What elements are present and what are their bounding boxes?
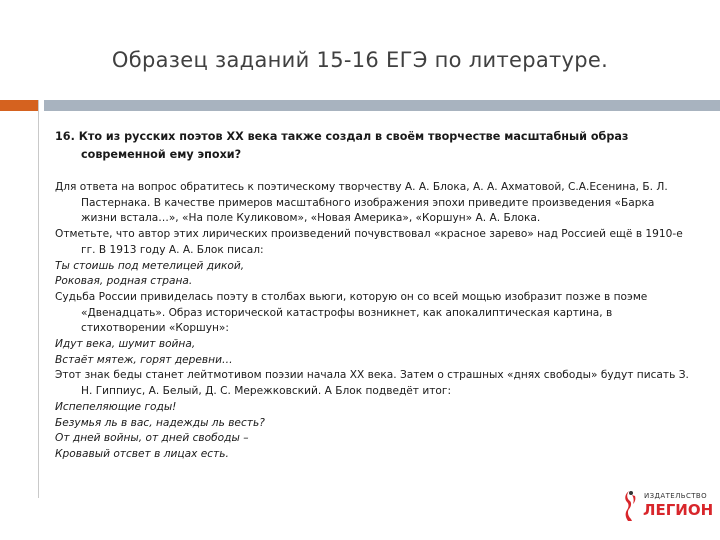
paragraph: Этот знак беды станет лейтмотивом поэзии начала XX века. Затем о страшных «днях свободы» будут писать З. Н. Гиппиус, А. Белый, Д. С. Мережковский. А Блок подведёт итог: bbox=[55, 369, 689, 398]
question-heading: 16. Кто из русских поэтов XX века также создал в своём творчестве масштабный образ современной ему эпохи? bbox=[55, 130, 629, 161]
publisher-logo bbox=[620, 487, 712, 525]
title-divider-bar bbox=[44, 100, 720, 111]
slide-content bbox=[55, 128, 690, 463]
title-accent-bar bbox=[0, 100, 38, 111]
paragraph: Для ответа на вопрос обратитесь к поэтическому творчеству А. А. Блока, А. А. Ахматовой, С.А.Есенина, Б. Л. Пастернака. В качестве примеров масштабного изображения эпохи приведите произведения «Барка жизни встала…», «На поле Куликовом», «Новая Америка», «Коршун» А. А. Блока. bbox=[55, 181, 668, 225]
paragraph: Отметьте, что автор этих лирических произведений почувствовал «красное зарево» над Россией ещё в 1910-е гг. В 1913 году А. А. Блок писал: bbox=[55, 228, 683, 256]
verse-line: Кровавый отсвет в лицах есть. bbox=[55, 447, 229, 460]
legion-emblem-icon bbox=[620, 489, 640, 523]
logo-caption: ИЗДАТЕЛЬСТВО bbox=[644, 492, 708, 500]
verse-line: Испепеляющие годы! bbox=[55, 400, 177, 413]
body-text bbox=[55, 180, 690, 463]
verse-line: Роковая, родная страна. bbox=[55, 275, 193, 288]
verse-line: Безумья ль в вас, надежды ль весть? bbox=[55, 416, 265, 429]
verse-line: От дней войны, от дней свободы – bbox=[55, 432, 249, 445]
left-vertical-rule bbox=[38, 100, 39, 498]
verse-line: Ты стоишь под метелицей дикой, bbox=[55, 259, 245, 272]
verse-line: Встаёт мятеж, горят деревни… bbox=[55, 353, 233, 366]
page-title: Образец заданий 15-16 ЕГЭ по литературе. bbox=[111, 48, 609, 72]
paragraph: Судьба России привиделась поэту в столбах вьюги, которую он со всей мощью изобразит позже в поэме «Двенадцать». Образ исторической катастрофы возникнет, как апокалиптическая картина, в стихотворении «Коршун»: bbox=[55, 290, 648, 335]
logo-wordmark: ЛЕГИОН bbox=[643, 501, 714, 519]
verse-line: Идут века, шумит война, bbox=[55, 338, 196, 351]
